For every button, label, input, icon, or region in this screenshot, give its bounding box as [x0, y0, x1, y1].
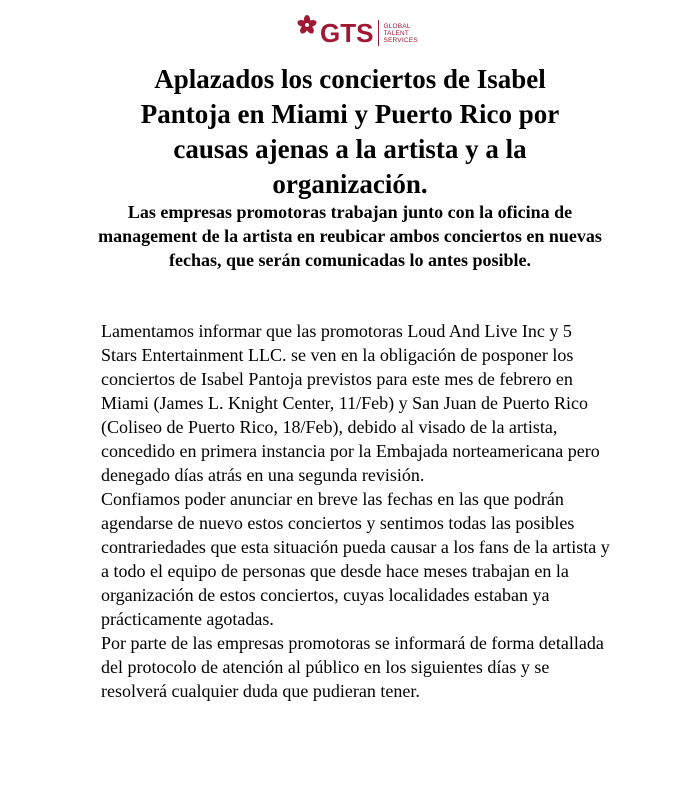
- headline: Aplazados los conciertos de Isabel Pantoja en Miami y Puerto Rico por causas ajenas a la artista y a la organización.: [140, 64, 560, 199]
- press-release-body: [101, 319, 611, 703]
- flower-icon: [296, 14, 318, 40]
- logo-tagline: [383, 23, 417, 44]
- logo-tagline-line: TALENT: [383, 29, 410, 37]
- logo-tagline-line: GLOBAL: [383, 22, 411, 30]
- body-paragraph: Confiamos poder anunciar en breve las fechas en las que podrán agendarse de nuevo estos conciertos y sentimos todas las posibles contrariedades que esta situación pueda causar a los fans de la artista y a todo el equipo de personas que desde hace meses trabajan en la organización de estos conciertos, cuyas localidades estaban ya prácticamente agotadas.: [101, 489, 610, 629]
- logo-tagline-line: SERVICES: [383, 36, 418, 44]
- logo-brand: GTS: [320, 18, 374, 48]
- body-paragraph: Por parte de las empresas promotoras se informará de forma detallada del protocolo de atención al público en los siguientes días y se resolverá cualquier duda que pudieran tener.: [101, 633, 604, 701]
- logo-divider: [378, 20, 379, 46]
- subheadline: Las empresas promotoras trabajan junto con la oficina de management de la artista en reubicar ambos conciertos en nuevas fechas, que serán comunicadas lo antes posible.: [98, 202, 602, 270]
- body-paragraph: Lamentamos informar que las promotoras Loud And Live Inc y 5 Stars Entertainment LLC. se ven en la obligación de posponer los conciertos de Isabel Pantoja previstos para este mes de febrero en Miami (James L. Knight Center, 11/Feb) y San Juan de Puerto Rico (Coliseo de Puerto Rico, 18/Feb), debido al visado de la artista, concedido en primera instancia por la Embajada norteamericana pero denegado días atrás en una segunda revisión.: [101, 321, 600, 485]
- gts-logo: [296, 12, 418, 54]
